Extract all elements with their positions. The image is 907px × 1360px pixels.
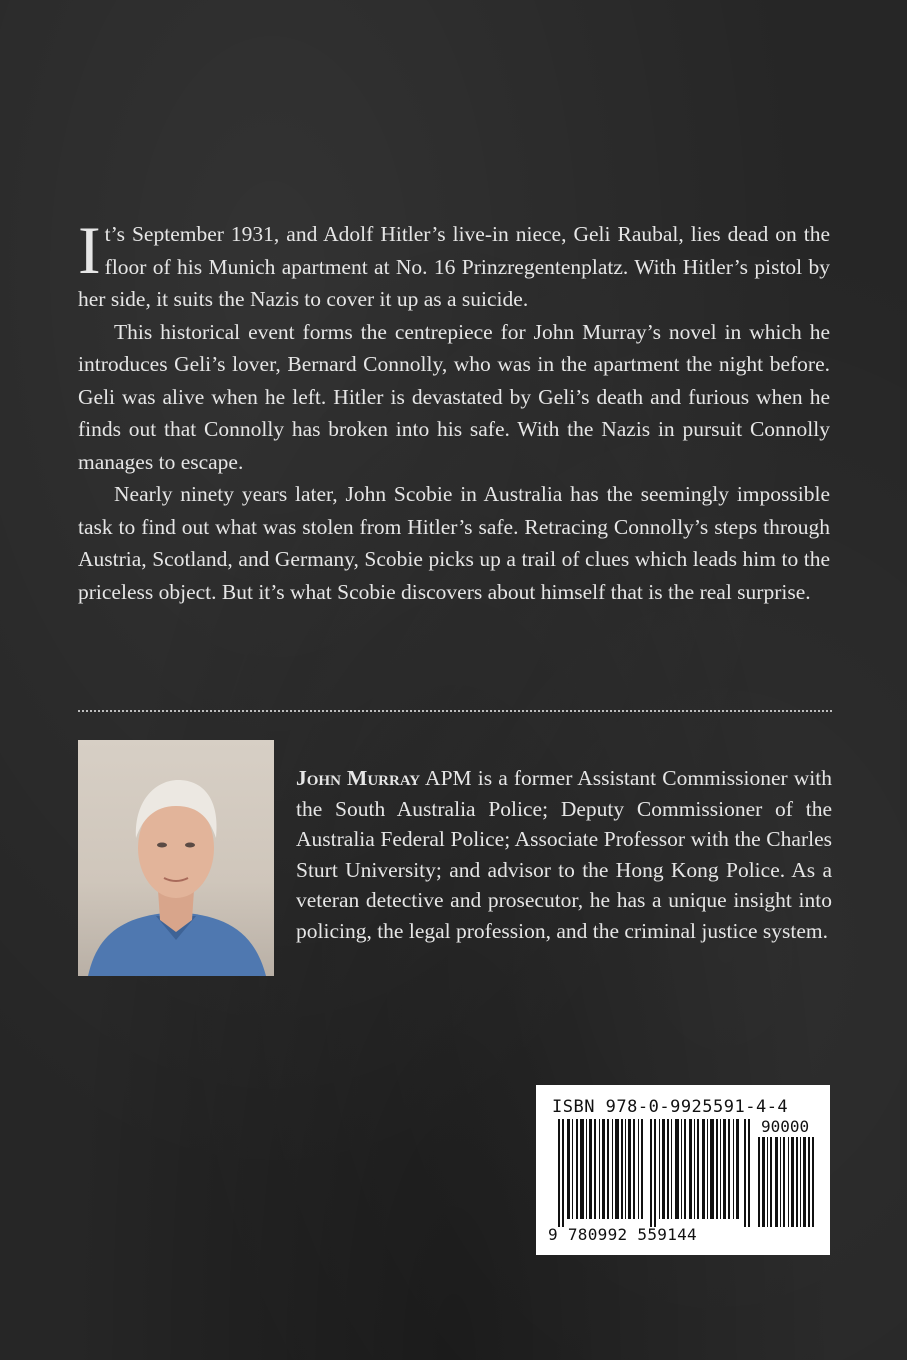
blurb-text	[78, 212, 830, 608]
author-bio	[296, 763, 832, 946]
isbn-barcode	[536, 1085, 830, 1255]
ean-bars	[558, 1119, 754, 1227]
author-name: John Murray	[296, 766, 421, 790]
author-portrait-image	[78, 740, 274, 976]
dotted-divider	[78, 710, 832, 712]
blurb-paragraph-3: Nearly ninety years later, John Scobie in Australia has the seemingly impossible task to find out what was stolen from Hitler’s safe. Retracing Connolly’s steps through Austria, Scotland, and Germany, Scobie picks up a trail of clues which leads him to the priceless object. But it’s what Scobie discovers about himself that is the real surprise.	[78, 482, 830, 604]
ean-digits: 9 780992 559144	[548, 1225, 697, 1244]
blurb-paragraph-1: It’s September 1931, and Adolf Hitler’s live-in niece, Geli Raubal, lies dead on the floor of his Munich apartment at No. 16 Prinzregentenplatz. With Hitler’s pistol by her side, it suits the Nazis to cover it up as a suicide.	[78, 212, 830, 311]
price-addon-digits: 90000	[761, 1117, 810, 1136]
author-photo	[78, 740, 274, 976]
blurb-paragraph-2: This historical event forms the centrepiece for John Murray’s novel in which he introduces Geli’s lover, Bernard Connolly, who was in the apartment the night before. Geli was alive when he left. Hitler is devastated by Geli’s death and furious when he finds out that Connolly has broken into his safe. With the Nazis in pursuit Connolly manages to escape.	[78, 319, 830, 474]
addon-bars	[758, 1137, 816, 1227]
isbn-label: ISBN 978-0-9925591-4-4	[552, 1097, 789, 1117]
drop-cap: I	[78, 212, 101, 288]
author-bio-text: APM is a former Assistant Commissioner with the South Australia Police; Deputy Commissioner of the Australia Federal Police; Associate Professor with the Charles Sturt University; and advisor to the Hong Kong Police. As a veteran detective and prosecutor, he has a unique insight into policing, the legal profession, and the criminal justice system.	[296, 766, 832, 943]
